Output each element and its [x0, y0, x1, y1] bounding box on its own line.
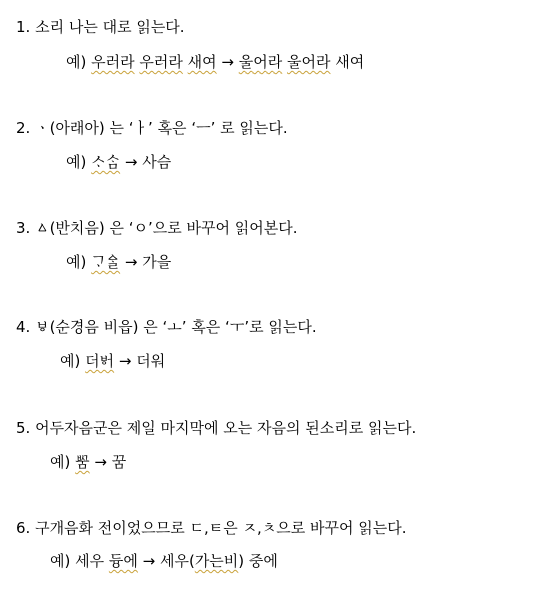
example-text: 예): [66, 253, 92, 271]
flagged-word: ᄢᅮᆷ: [75, 453, 90, 471]
example-text: 세우: [75, 552, 105, 570]
example-text: → 더워: [114, 352, 166, 370]
example-text: → 가을: [120, 253, 172, 271]
flagged-word: 우러라: [139, 53, 183, 71]
example-text: 새여: [330, 53, 365, 71]
flagged-word: 더ᄫᅥ: [85, 352, 115, 370]
rule-2-example: [66, 152, 171, 172]
flagged-word: 우러라: [91, 53, 135, 71]
flagged-word: 울어라: [287, 53, 331, 71]
rule-1-text: 1. 소리 나는 대로 읽는다.: [16, 18, 185, 36]
flagged-word: 울어라: [238, 53, 283, 71]
rule-5-example: [50, 452, 126, 472]
example-text: →: [216, 53, 239, 71]
example-text: → 사슴: [120, 153, 172, 171]
rule-4-example: [60, 351, 165, 371]
example-text: 예): [50, 453, 76, 471]
rule-4-text: 4. ㅸ(순경음 비읍) 은 ‘ㅗ’ 혹은 ‘ㅜ’로 읽는다.: [16, 318, 317, 336]
flagged-word: 듕에: [108, 552, 138, 570]
flagged-word: 새여: [187, 53, 217, 71]
example-text: 예): [66, 153, 92, 171]
rule-3-example: [66, 252, 171, 272]
rule-1-example: [66, 52, 364, 72]
rule-6-text: 6. 구개음화 전이었으므로 ㄷ,ㅌ은 ㅈ,ㅊ으로 바꾸어 읽는다.: [16, 519, 407, 537]
example-text: 예): [66, 53, 92, 71]
example-text: 예): [50, 552, 76, 570]
rule-3-text: 3. ㅿ(반치음) 은 ‘ㅇ’으로 바꾸어 읽어본다.: [16, 219, 298, 237]
rule-6-example: [50, 551, 278, 571]
example-text: → 꿈: [89, 453, 127, 471]
example-text: ) 중에: [238, 552, 278, 570]
flagged-word: 가는비: [194, 552, 239, 570]
rule-5-text: 5. 어두자음군은 제일 마지막에 오는 자음의 된소리로 읽는다.: [16, 419, 417, 437]
example-text: 예): [60, 352, 86, 370]
flagged-word: ᄉᆞᄉᆞᆷ: [91, 153, 121, 171]
flagged-word: ᄀᆞᅀᆞᆯ: [91, 253, 121, 271]
rule-2-text: 2. ㆍ(아래아) 는 ‘ㅏ’ 혹은 ‘ㅡ’ 로 읽는다.: [16, 119, 288, 137]
example-text: → 세우(: [137, 552, 195, 570]
